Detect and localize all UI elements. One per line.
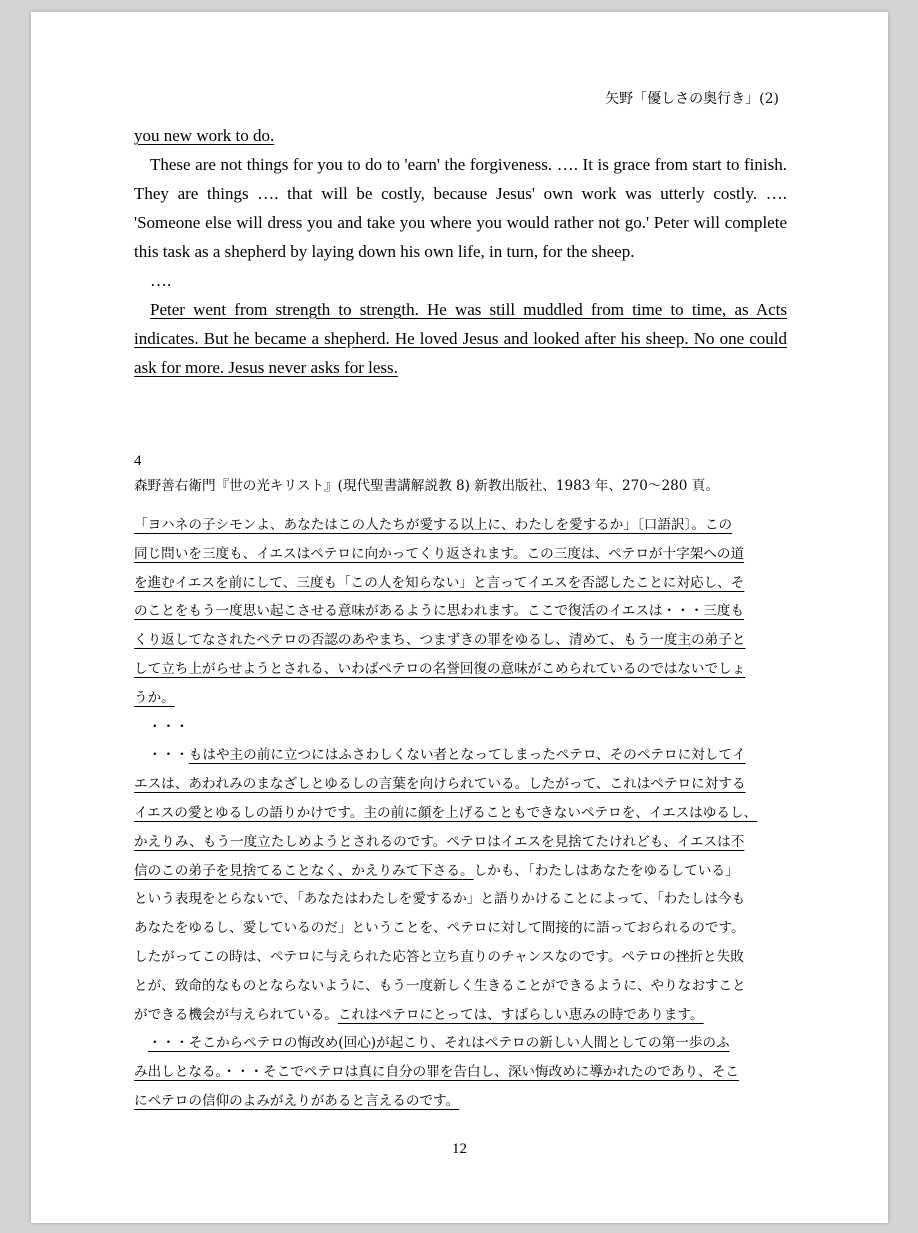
jp-p1-line: を進むイエスを前にして、三度も「この人を知らない」と言ってイエスを否認したことに対応し、そ xyxy=(134,574,745,591)
jp-p1-line: して立ち上がらせようとされる、いわばペテロの名誉回復の意味がこめられているのではないでしょ xyxy=(134,660,746,677)
note-reference: 森野善右衛門『世の光キリスト』(現代聖書講解説教 8) 新教出版社、1983 年、270〜280 頁。 xyxy=(134,478,719,494)
jp-p1-line: 同じ問いを三度も、イエスはペテロに向かってくり返されます。この三度は、ペテロが十字架への道 xyxy=(134,545,745,562)
japanese-quote xyxy=(134,511,790,1116)
jp-p2-line: かえりみ、もう一度立たしめようとされるのです。ペテロはイエスを見捨てたけれども、イエスは不 xyxy=(134,833,745,850)
jp-p1-line: 「ヨハネの子シモンよ、あなたはこの人たちが愛する以上に、わたしを愛するか」〔口語訳〕。この xyxy=(134,517,733,533)
jp-dots: ・・・ xyxy=(148,718,189,735)
english-ellipsis: …. xyxy=(150,271,172,290)
japanese-block xyxy=(134,449,790,1116)
jp-p2-line: したがってこの時は、ペテロに与えられた応答と立ち直りのチャンスなのです。ペテロの挫折と失敗 xyxy=(134,948,744,965)
jp-p1-line: のことをもう一度思い起こさせる意味があるように思われます。ここで復活のイエスは・・・三度も xyxy=(134,603,745,620)
jp-p2-line: ・・・もはや主の前に立つにはふさわしくない者となってしまったペテロ、そのペテロに対してイ xyxy=(148,747,746,764)
page-number: 12 xyxy=(452,1141,467,1157)
english-paragraph-1: These are not things for you to do to 'earn' the forgiveness. …. It is grace from start to finish. They are things …. that will be costly, because Jesus' own work was utterly costly. …. 'Someone else will dress you and take you where you would rather not go.' Peter will complete this task as a shepherd by laying down his own life, in turn, for the sheep. xyxy=(134,155,787,261)
jp-p2-line: という表現をとらないで、「あなたはわたしを愛するか」と語りかけることによって、「わたしは今も xyxy=(134,891,746,908)
jp-p2-line: イエスの愛とゆるしの語りかけです。主の前に顔を上げることもできないペテロを、イエスはゆるし、 xyxy=(134,804,758,821)
jp-p1-line: くり返してなされたペテロの否認のあやまち、つまずきの罪をゆるし、清めて、もう一度主の弟子と xyxy=(134,632,746,649)
jp-p3-line: み出しとなる。・・・そこでペテロは真に自分の罪を告白し、深い悔改めに導かれたのであり、そこ xyxy=(134,1064,739,1081)
note-number: 4 xyxy=(134,453,142,469)
jp-p3-line: ・・・そこからペテロの悔改め(回心)が起こり、それはペテロの新しい人間としての第一歩のふ xyxy=(148,1035,730,1052)
running-header: 矢野「優しさの奥行き」(2) xyxy=(605,91,779,107)
document-page xyxy=(31,12,888,1223)
english-quote xyxy=(134,121,787,382)
jp-p1-line: うか。 xyxy=(134,689,175,706)
jp-p2-line: ができる機会が与えられている。これはペテロにとっては、すばらしい恵みの時であります。 xyxy=(134,1006,704,1023)
english-line-0: you new work to do. xyxy=(134,126,275,145)
jp-p2-line: エスは、あわれみのまなざしとゆるしの言葉を向けられている。したがって、これはペテロに対する xyxy=(134,776,746,793)
jp-p3-line: にペテロの信仰のよみがえりがあると言えるのです。 xyxy=(134,1092,460,1109)
english-paragraph-2: Peter went from strength to strength. He was still muddled from time to time, as Acts indicates. But he became a shepherd. He loved Jesus and looked after his sheep. No one could ask for more. Jesus never asks for less. xyxy=(134,300,787,377)
jp-p2-line: とが、致命的なものとならないように、もう一度新しく生きることができるように、やりなおすこと xyxy=(134,977,746,994)
jp-p2-line: あなたをゆるし、愛しているのだ」ということを、ペテロに対して間接的に語っておられるのです。 xyxy=(134,920,745,937)
jp-p2-line: 信のこの弟子を見捨てることなく、かえりみて下さる。しかも、「わたしはあなたをゆるしている」 xyxy=(134,862,739,879)
